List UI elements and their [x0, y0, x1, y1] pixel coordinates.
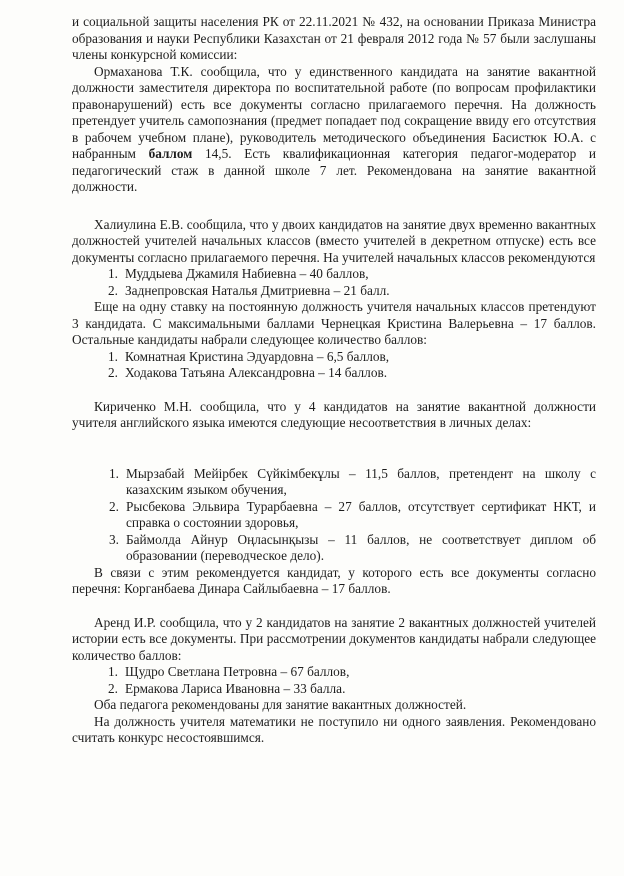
khaliulina-paragraph: Халиулина Е.В. сообщила, что у двоих кандидатов на занятие двух временно вакантных должностей учителей начальных классов (вместо учителей в декретном отпуске) есть все документы согласно прилагаемого перечня. На учителей начальных классов рекомендуются — [72, 216, 596, 265]
spacer — [72, 598, 596, 615]
list-item — [72, 681, 596, 698]
both-recommended-paragraph: Оба педагога рекомендованы для занятие вакантных должностей. — [94, 697, 467, 712]
math-paragraph: На должность учителя математики не поступило ни одного заявления. Рекомендовано считать конкурс несостоявшимся. — [72, 713, 596, 745]
list-number: 1. — [108, 664, 118, 679]
list-number: 2. — [108, 365, 118, 380]
list-number: 1. — [108, 348, 118, 364]
list-number: 1. — [109, 465, 119, 481]
spacer — [72, 382, 596, 399]
list-number: 3. — [109, 531, 119, 547]
list-text: Ходакова Татьяна Александровна – 14 баллов. — [125, 365, 388, 380]
list-item — [72, 365, 596, 382]
list-number: 1. — [108, 266, 118, 281]
ormakhanova-text-a: Ормаханова Т.К. сообщила, что у единственного кандидата на занятие вакантной должности заместителя директора по воспитательной работе (по вопросам профилактики правонарушений) есть все документы согласно прилагаемого перечня. На должность претендует учитель самопознания (предмет попадает под сокращение ввиду его отсутствия в рабочем учебном плане), руководитель методического объединения Басистюк Ю.А. с набранным — [72, 63, 596, 161]
intro-paragraph: и социальной защиты населения РК от 22.11.2021 № 432, на основании Приказа Министра образования и науки Республики Казахстан от 21 февраля 2012 года № 57 были заслушаны члены конкурсной комиссии: — [72, 14, 596, 62]
english-candidates-list — [72, 466, 596, 565]
list-text: Заднепровская Наталья Дмитриевна – 21 балл. — [125, 282, 390, 298]
list-item — [72, 349, 596, 366]
spacer — [72, 196, 596, 217]
list-number: 2. — [109, 498, 119, 514]
recommendation-paragraph: В связи с этим рекомендуется кандидат, у которого есть все документы согласно перечня: Корганбаева Динара Сайлыбаевна – 17 баллов. — [72, 564, 596, 596]
additional-rate-paragraph: Еще на одну ставку на постоянную должность учителя начальных классов претендуют 3 кандидата. С максимальными баллами Чернецкая Кристина Валерьевна – 17 баллов. Остальные кандидаты набрали следующее количество баллов: — [72, 299, 596, 347]
list-number: 2. — [108, 282, 118, 298]
list-item — [72, 466, 596, 499]
document-body — [72, 14, 596, 747]
other-candidates-list — [72, 349, 596, 382]
list-item — [72, 532, 596, 565]
list-text: Муддыева Джамиля Набиевна – 40 баллов, — [125, 266, 369, 281]
list-item — [72, 283, 596, 300]
list-item — [72, 499, 596, 532]
list-text: Рысбекова Эльвира Турарбаевна – 27 баллов, отсутствует сертификат НКТ, и справка о состоянии здоровья, — [126, 498, 596, 530]
ormakhanova-text-b: 14,5. Есть квалификационная категория педагог-модератор и педагогический стаж в данной школе 7 лет. Рекомендована на занятие вакантной должности. — [72, 146, 596, 194]
list-item — [72, 664, 596, 681]
ormakhanova-paragraph — [72, 64, 596, 196]
list-item — [72, 266, 596, 283]
arend-paragraph: Аренд И.Р. сообщила, что у 2 кандидатов на занятие 2 вакантных должностей учителей истории есть все документы. При рассмотрении документов кандидаты набрали следующее количество баллов: — [72, 614, 596, 663]
spacer — [72, 449, 596, 466]
kirichenko-paragraph: Кириченко М.Н. сообщила, что у 4 кандидатов на занятие вакантной должности учителя английского языка имеются следующие несоответствия в личных делах: — [72, 398, 596, 430]
list-text: Щудро Светлана Петровна – 67 баллов, — [125, 664, 350, 679]
primary-candidates-list — [72, 266, 596, 299]
bold-score-word: баллом — [148, 146, 193, 161]
spacer — [72, 432, 596, 449]
history-candidates-list — [72, 664, 596, 697]
list-text: Комнатная Кристина Эдуардовна – 6,5 баллов, — [125, 348, 390, 364]
list-number: 2. — [108, 680, 118, 696]
list-text: Баймолда Айнур Оңласынқызы – 11 баллов, не соответствует диплом об образовании (переводческое дело). — [126, 531, 596, 563]
list-text: Ермакова Лариса Ивановна – 33 балла. — [125, 680, 346, 696]
list-text: Мырзабай Мейірбек Сүйкімбекұлы – 11,5 баллов, претендент на школу с казахским языком обучения, — [126, 465, 596, 497]
